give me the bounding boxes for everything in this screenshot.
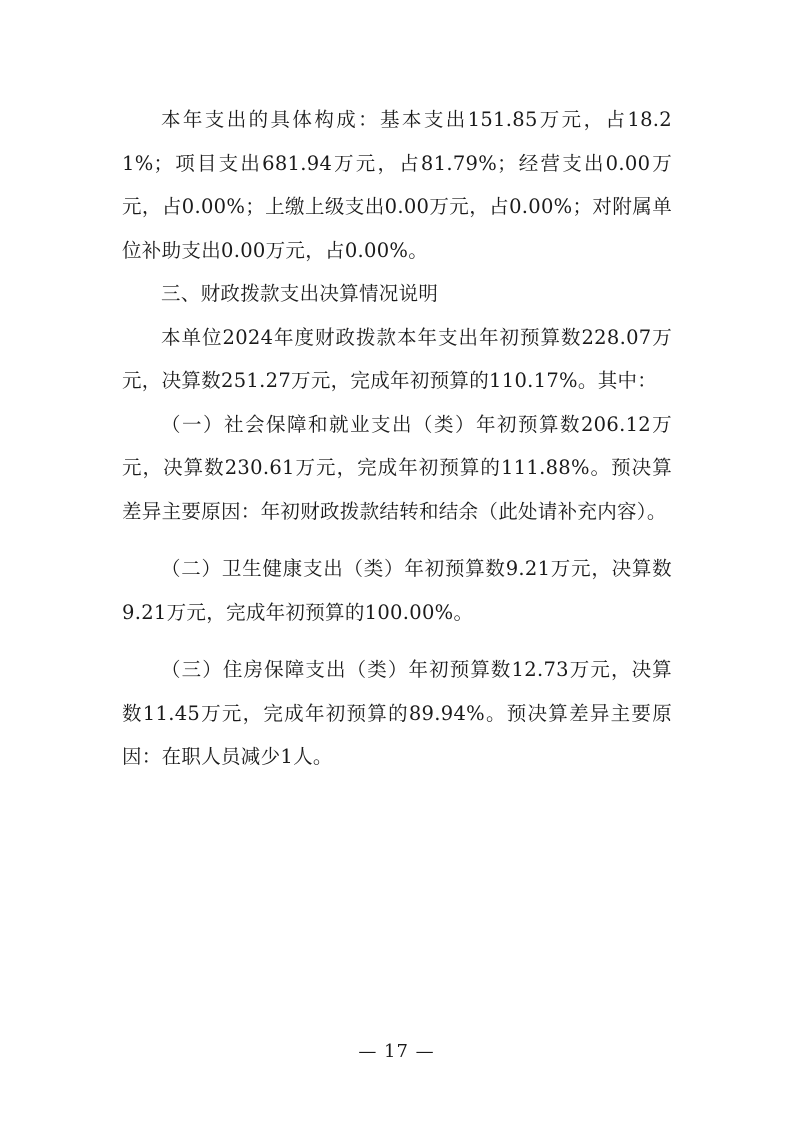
- section-three-intro-paragraph: 本单位2024年度财政拨款本年支出年初预算数228.07万元，决算数251.27万元，完成年初预算的110.17%。其中：: [122, 325, 672, 392]
- item-two-paragraph: （二）卫生健康支出（类）年初预算数9.21万元，决算数9.21万元，完成年初预算的100.00%。: [122, 557, 672, 624]
- page-number: — 17 —: [358, 1041, 435, 1062]
- paragraph-spacer: [122, 533, 672, 547]
- section-three-heading: 三、财政拨款支出决算情况说明: [161, 282, 439, 305]
- paragraph-spacer: [122, 634, 672, 648]
- page-body: [122, 98, 672, 779]
- item-three-paragraph: （三）住房保障支出（类）年初预算数12.73万元，决算数11.45万元，完成年初预算的89.94%。预决算差异主要原因：在职人员减少1人。: [122, 658, 672, 768]
- expenditure-composition-paragraph: 本年支出的具体构成：基本支出151.85万元，占18.21%；项目支出681.94万元，占81.79%；经营支出0.00万元，占0.00%；上缴上级支出0.00万元，占0.00%；对附属单位补助支出0.00万元，占0.00%。: [122, 108, 672, 262]
- item-one-paragraph: （一）社会保障和就业支出（类）年初预算数206.12万元，决算数230.61万元，完成年初预算的111.88%。预决算差异主要原因：年初财政拨款结转和结余（此处请补充内容）。: [122, 412, 672, 523]
